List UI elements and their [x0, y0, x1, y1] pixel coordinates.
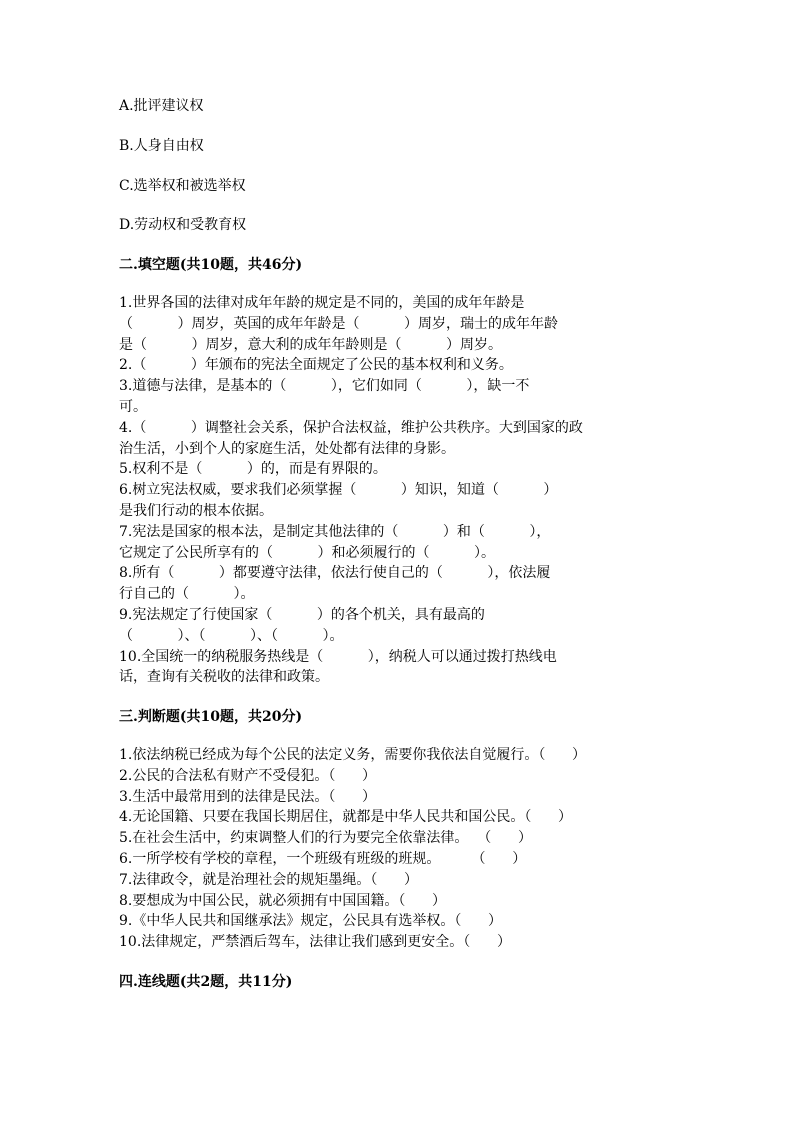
option-c: C.选举权和被选举权: [119, 178, 246, 194]
question-line: （ ）周岁，英国的成年年龄是（ ）周岁，瑞士的成年年龄: [119, 315, 559, 332]
question-line: 2.公民的合法私有财产不受侵犯。（ ）: [119, 767, 377, 784]
question-line: 1.世界各国的法律对成年年龄的规定是不同的，美国的成年年龄是: [119, 295, 525, 311]
question-line: 3.生活中最常用到的法律是民法。（ ）: [119, 788, 377, 805]
question-line: 9.宪法规定了行使国家（ ）的各个机关，具有最高的: [119, 606, 485, 623]
question-line: 它规定了公民所享有的（ ）和必须履行的（ ）。: [119, 544, 496, 561]
question-line: 10.全国统一的纳税服务热线是（ ），纳税人可以通过拨打热线电: [119, 648, 557, 665]
question-line: 1.依法纳税已经成为每个公民的法定义务，需要你我依法自觉履行。（ ）: [119, 747, 587, 763]
question-line: 8.要想成为中国公民，就必须拥有中国国籍。（ ）: [119, 892, 447, 909]
question-line: 10.法律规定，严禁酒后驾车，法律让我们感到更安全。（ ）: [119, 934, 511, 951]
question-line: 4.无论国籍、只要在我国长期居住，就都是中华人民共和国公民。（ ）: [119, 809, 573, 826]
option-b: B.人身自由权: [119, 138, 204, 154]
question-line: 4.（ ）调整社会关系，保护合法权益，维护公共秩序。大到国家的政: [119, 419, 583, 436]
question-line: 5.在社会生活中，约束调整人们的行为要完全依靠法律。 （ ）: [119, 830, 532, 847]
fill-blank-questions: [119, 293, 679, 688]
question-line: 6.树立宪法权威，要求我们必须掌握（ ）知识，知道（ ）: [119, 482, 558, 499]
question-line: 是（ ）周岁，意大利的成年年龄则是（ ）周岁。: [119, 336, 503, 353]
question-line: 治生活，小到个人的家庭生活，处处都有法律的身影。: [119, 440, 455, 457]
true-false-questions: [119, 745, 679, 953]
question-line: 行自己的（ ）。: [119, 586, 255, 603]
option-a: A.批评建议权: [119, 98, 204, 114]
question-line: （ ）、（ ）、（ ）。: [119, 627, 344, 644]
section-heading-true-false: 三.判断题(共10题，共20分): [119, 709, 303, 725]
question-line: 是我们行动的根本依据。: [119, 502, 273, 519]
question-line: 6.一所学校有学校的章程，一个班级有班级的班规。 （ ）: [119, 850, 527, 867]
question-line: 9.《中华人民共和国继承法》规定，公民具有选举权。（ ）: [119, 913, 503, 930]
question-line: 5.权利不是（ ）的，而是有界限的。: [119, 461, 387, 478]
question-line: 7.法律政令，就是治理社会的规矩墨绳。（ ）: [119, 871, 419, 888]
section-heading-fill-blank: 二.填空题(共10题，共46分): [119, 257, 303, 273]
question-line: 2.（ ）年颁布的宪法全面规定了公民的基本权利和义务。: [119, 357, 513, 374]
question-line: 7.宪法是国家的根本法，是制定其他法律的（ ）和（ ），: [119, 523, 551, 540]
section-heading-matching: 四.连线题(共2题，共11分): [119, 974, 293, 990]
option-d: D.劳动权和受教育权: [119, 217, 247, 233]
question-line: 可。: [119, 398, 147, 415]
question-line: 8.所有（ ）都要遵守法律，依法行使自己的（ ），依法履: [119, 565, 551, 582]
question-line: 3.道德与法律，是基本的（ ），它们如同（ ），缺一不: [119, 378, 530, 395]
question-line: 话，查询有关税收的法律和政策。: [119, 669, 329, 686]
